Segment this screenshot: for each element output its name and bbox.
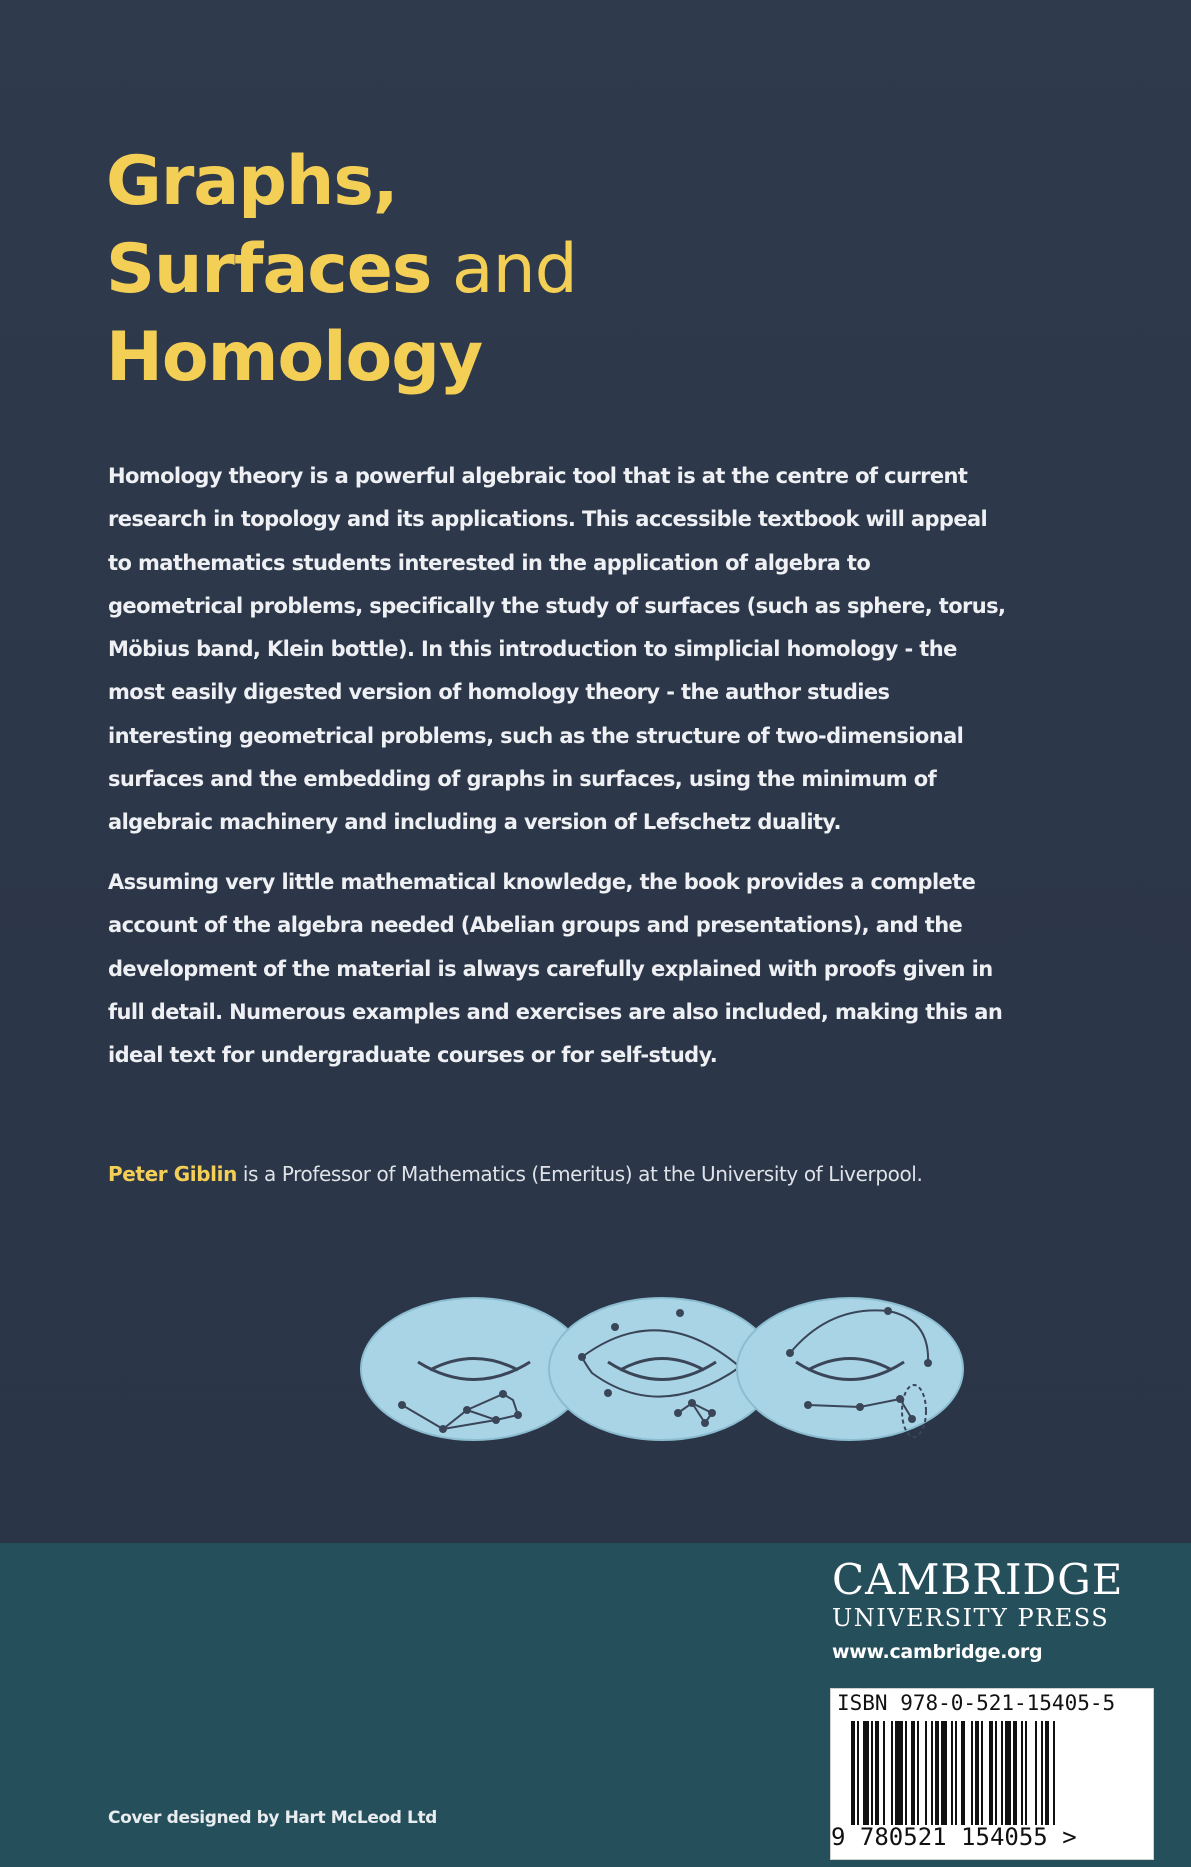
barcode-bars: [851, 1721, 1137, 1825]
description-paragraph-2: Assuming very little mathematical knowledge, the book provides a complete account of the algebra needed (Abelian groups and presentations), and the development of the material is always carefully explained with proofs given in full detail. Numerous examples and exercises are also included, making this an ideal text for undergraduate courses or for self-study.: [108, 870, 1003, 1068]
publisher-name: CAMBRIDGE: [832, 1555, 1124, 1604]
publisher-block: [832, 1557, 1123, 1663]
publisher-url: www.cambridge.org: [832, 1641, 1043, 1663]
isbn-number: ISBN 978-0-521-15405-5: [837, 1691, 1116, 1715]
author-name: Peter Giblin: [108, 1162, 237, 1186]
description-paragraph-1: Homology theory is a powerful algebraic tool that is at the centre of current research in topology and its applications. This accessible textbook will appeal to mathematics students interested in the application of algebra to geometrical problems, specifically the study of surfaces (such as sphere, torus, Möbius band, Klein bottle). In this introduction to simplicial homology - the most easily digested version of homology theory - the author studies interesting geometrical problems, such as the structure of two-dimensional surfaces and the embedding of graphs in surfaces, using the minimum of algebraic machinery and including a version of Lefschetz duality.: [108, 464, 1006, 835]
title-line-2-bold: Surfaces: [106, 230, 432, 309]
cover-credit: Cover designed by Hart McLeod Ltd: [108, 1808, 437, 1828]
torus-with-graph-3: [737, 1298, 963, 1440]
title-line-1: Graphs,: [106, 142, 398, 221]
isbn-barcode: [830, 1688, 1154, 1860]
title-line-3: Homology: [106, 318, 483, 397]
ean-digits: 9 780521 154055 >: [831, 1823, 1077, 1851]
author-bio: [108, 1154, 1058, 1194]
author-bio-text: is a Professor of Mathematics (Emeritus) at the University of Liverpool.: [236, 1162, 923, 1186]
publisher-subname: UNIVERSITY PRESS: [832, 1604, 1110, 1632]
torus-illustrations: [360, 1295, 1150, 1475]
book-title: [106, 138, 577, 402]
title-line-2-thin: and: [431, 230, 577, 309]
